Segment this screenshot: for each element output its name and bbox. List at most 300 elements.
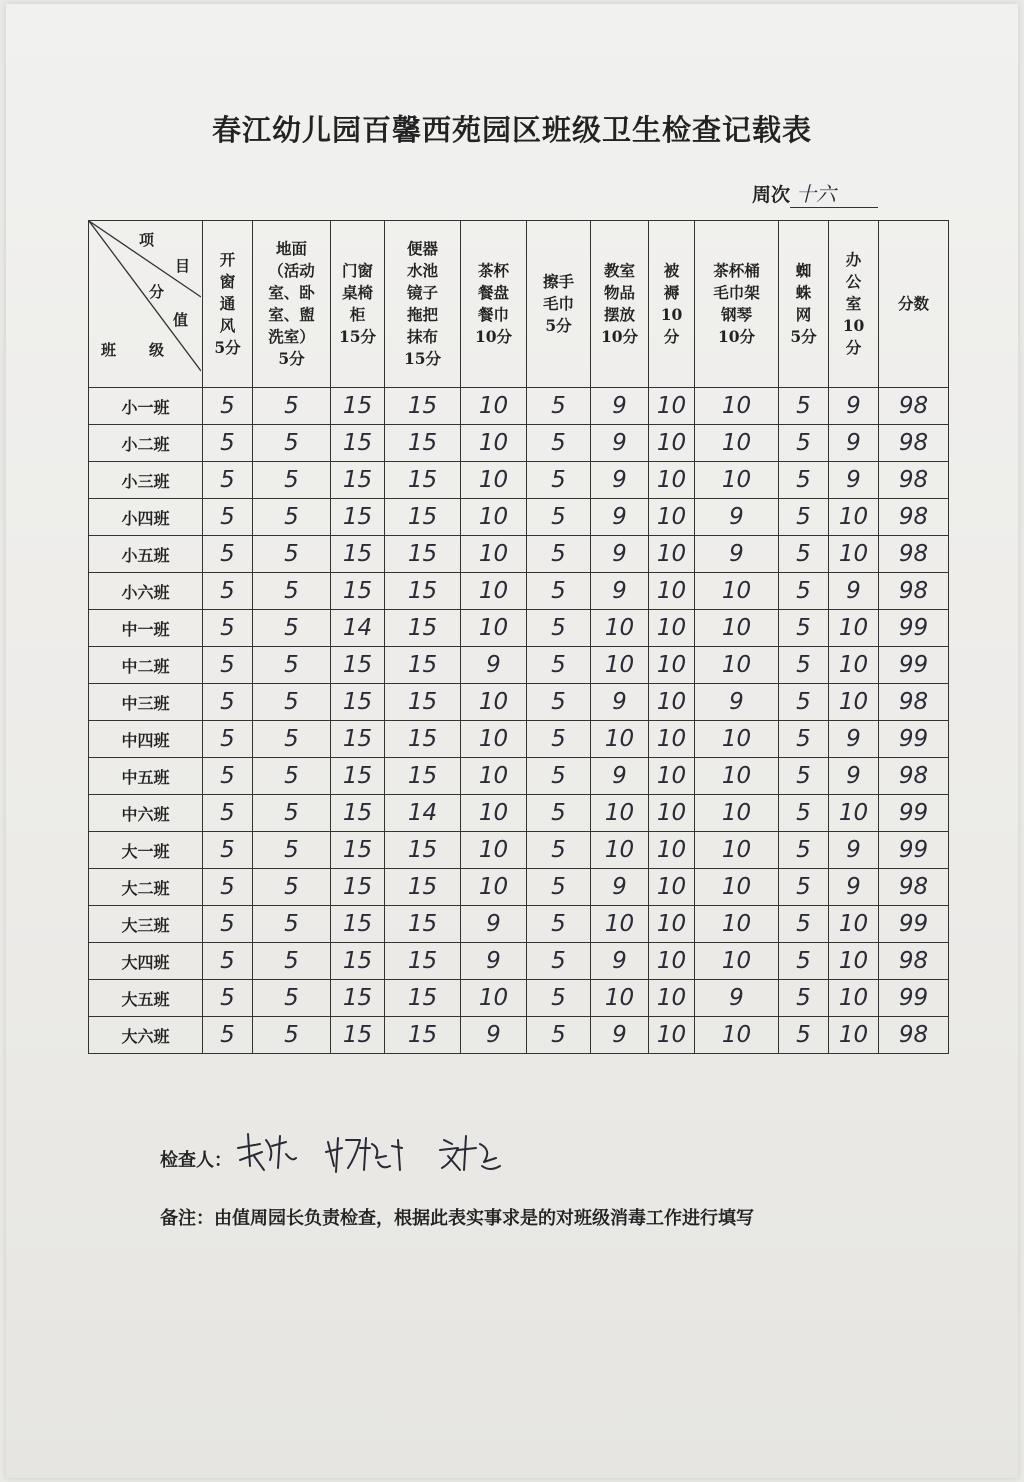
- class-name: 大五班: [89, 980, 203, 1017]
- column-header-line: 桌椅: [341, 283, 373, 302]
- score-cell: 10: [649, 758, 695, 795]
- total-score: 98: [879, 573, 949, 610]
- week-value: 十六: [790, 178, 878, 208]
- column-header-line: 10分: [474, 327, 513, 346]
- score-cell: 5: [203, 980, 253, 1017]
- score-cell: 10: [461, 980, 527, 1017]
- score-cell: 5: [527, 832, 591, 869]
- column-header-line: 钢琴: [720, 305, 752, 324]
- column-header-line: 窗: [219, 272, 236, 291]
- score-cell: 5: [253, 610, 331, 647]
- score-cell: 9: [829, 425, 879, 462]
- column-header-10: [779, 221, 829, 388]
- score-cell: 5: [527, 462, 591, 499]
- score-cell: 9: [591, 536, 649, 573]
- score-cell: 5: [779, 388, 829, 425]
- score-cell: 5: [527, 684, 591, 721]
- column-header-line: 开: [219, 250, 236, 269]
- column-header-3: [331, 221, 385, 388]
- column-header-line: 毛巾: [542, 294, 574, 313]
- score-cell: 10: [649, 388, 695, 425]
- column-header-line: 水池: [406, 261, 438, 280]
- column-header-line: 餐巾: [477, 305, 509, 324]
- score-cell: 5: [527, 1017, 591, 1054]
- score-cell: 15: [385, 684, 461, 721]
- score-cell: 10: [829, 647, 879, 684]
- column-header-line: 风: [219, 316, 236, 335]
- score-cell: 9: [829, 573, 879, 610]
- score-cell: 10: [695, 573, 779, 610]
- score-cell: 5: [527, 980, 591, 1017]
- score-cell: 5: [779, 610, 829, 647]
- column-header-12: [879, 221, 949, 388]
- score-cell: 9: [461, 906, 527, 943]
- column-header-line: 茶杯: [477, 261, 509, 280]
- table-body: [89, 388, 949, 1054]
- column-header-line: 5分: [214, 338, 241, 357]
- corner-item-char-1: 项: [139, 231, 155, 249]
- column-header-line: 10分: [600, 327, 639, 346]
- form-title: 春江幼儿园百馨西苑园区班级卫生检查记载表: [211, 113, 812, 147]
- total-score: 98: [879, 1017, 949, 1054]
- score-cell: 9: [829, 758, 879, 795]
- score-cell: 10: [591, 721, 649, 758]
- score-cell: 9: [591, 1017, 649, 1054]
- score-cell: 9: [591, 388, 649, 425]
- score-cell: 10: [829, 499, 879, 536]
- score-cell: 5: [203, 462, 253, 499]
- score-cell: 10: [829, 536, 879, 573]
- score-cell: 5: [527, 943, 591, 980]
- corner-score-char-1: 分: [149, 283, 165, 301]
- week-field: [752, 178, 878, 208]
- score-cell: 10: [695, 1017, 779, 1054]
- score-cell: 5: [203, 536, 253, 573]
- score-cell: 5: [779, 795, 829, 832]
- score-cell: 5: [527, 758, 591, 795]
- score-cell: 10: [461, 758, 527, 795]
- score-cell: 10: [695, 721, 779, 758]
- score-cell: 9: [461, 1017, 527, 1054]
- score-cell: 10: [695, 758, 779, 795]
- table-row: [89, 980, 949, 1017]
- table-row: [89, 388, 949, 425]
- score-cell: 10: [829, 906, 879, 943]
- score-cell: 5: [253, 832, 331, 869]
- column-header-line: 15分: [403, 349, 442, 368]
- score-cell: 5: [203, 943, 253, 980]
- score-cell: 10: [461, 721, 527, 758]
- score-cell: 15: [331, 536, 385, 573]
- table-row: [89, 647, 949, 684]
- table-row: [89, 573, 949, 610]
- total-score: 98: [879, 388, 949, 425]
- score-cell: 5: [203, 1017, 253, 1054]
- score-cell: 15: [385, 388, 461, 425]
- score-cell: 5: [253, 906, 331, 943]
- score-cell: 15: [385, 499, 461, 536]
- score-cell: 10: [461, 684, 527, 721]
- score-cell: 9: [461, 647, 527, 684]
- score-cell: 15: [331, 980, 385, 1017]
- score-cell: 5: [253, 980, 331, 1017]
- column-header-5: [461, 221, 527, 388]
- score-cell: 9: [591, 462, 649, 499]
- score-cell: 10: [591, 832, 649, 869]
- score-cell: 5: [527, 869, 591, 906]
- score-cell: 10: [695, 906, 779, 943]
- total-score: 98: [879, 499, 949, 536]
- column-header-line: 蛛: [795, 283, 812, 302]
- score-cell: 5: [527, 795, 591, 832]
- table-row: [89, 795, 949, 832]
- score-cell: 5: [203, 610, 253, 647]
- score-cell: 9: [591, 573, 649, 610]
- column-header-line: 5分: [278, 349, 305, 368]
- class-name: 小五班: [89, 536, 203, 573]
- score-cell: 9: [829, 869, 879, 906]
- corner-class-char-2: 级: [149, 341, 165, 359]
- score-cell: 9: [591, 758, 649, 795]
- score-cell: 15: [331, 425, 385, 462]
- column-header-line: 擦手: [542, 272, 574, 291]
- score-cell: 10: [649, 647, 695, 684]
- column-header-line: 褥: [663, 283, 680, 302]
- score-cell: 10: [829, 943, 879, 980]
- total-score: 99: [879, 647, 949, 684]
- score-cell: 9: [829, 462, 879, 499]
- score-cell: 10: [461, 462, 527, 499]
- score-cell: 5: [253, 943, 331, 980]
- score-cell: 10: [649, 721, 695, 758]
- table-row: [89, 462, 949, 499]
- corner-cell: [89, 221, 203, 388]
- score-cell: 10: [695, 832, 779, 869]
- class-name: 大二班: [89, 869, 203, 906]
- score-cell: 5: [253, 795, 331, 832]
- total-score: 98: [879, 869, 949, 906]
- total-score: 98: [879, 462, 949, 499]
- score-cell: 10: [695, 795, 779, 832]
- score-cell: 15: [331, 1017, 385, 1054]
- score-cell: 15: [385, 573, 461, 610]
- score-cell: 5: [779, 573, 829, 610]
- column-header-2: [253, 221, 331, 388]
- score-cell: 5: [527, 573, 591, 610]
- score-cell: 5: [527, 388, 591, 425]
- column-header-8: [649, 221, 695, 388]
- class-name: 中六班: [89, 795, 203, 832]
- score-cell: 5: [203, 906, 253, 943]
- corner-item-char-2: 目: [175, 257, 191, 275]
- column-header-line: 10分: [717, 327, 756, 346]
- score-cell: 5: [203, 573, 253, 610]
- column-header-1: [203, 221, 253, 388]
- score-cell: 5: [253, 758, 331, 795]
- total-score: 98: [879, 758, 949, 795]
- score-cell: 5: [779, 869, 829, 906]
- score-cell: 9: [695, 980, 779, 1017]
- score-cell: 10: [649, 536, 695, 573]
- score-cell: 15: [331, 573, 385, 610]
- remark-note: 备注：由值周园长负责检查，根据此表实事求是的对班级消毒工作进行填写: [160, 1208, 754, 1229]
- score-cell: 10: [829, 610, 879, 647]
- table-row: [89, 684, 949, 721]
- score-cell: 10: [591, 980, 649, 1017]
- score-cell: 10: [461, 869, 527, 906]
- class-name: 小一班: [89, 388, 203, 425]
- column-header-line: 室、盥: [268, 305, 315, 324]
- score-cell: 5: [527, 647, 591, 684]
- score-cell: 10: [649, 462, 695, 499]
- score-cell: 5: [203, 499, 253, 536]
- column-header-line: 抹布: [406, 327, 438, 346]
- score-cell: 5: [779, 980, 829, 1017]
- corner-score-char-2: 值: [173, 311, 189, 329]
- score-cell: 9: [591, 425, 649, 462]
- score-cell: 5: [527, 721, 591, 758]
- score-cell: 9: [695, 499, 779, 536]
- score-cell: 15: [331, 758, 385, 795]
- inspection-table: [88, 220, 949, 1054]
- total-score: 98: [879, 684, 949, 721]
- score-cell: 5: [779, 943, 829, 980]
- table-row: [89, 758, 949, 795]
- column-header-line: 公: [845, 272, 862, 291]
- total-score: 99: [879, 795, 949, 832]
- column-header-11: [829, 221, 879, 388]
- score-cell: 10: [695, 869, 779, 906]
- score-cell: 10: [461, 499, 527, 536]
- score-cell: 5: [253, 721, 331, 758]
- column-header-line: 被: [663, 261, 680, 280]
- score-cell: 5: [779, 758, 829, 795]
- score-cell: 5: [203, 684, 253, 721]
- score-cell: 9: [591, 684, 649, 721]
- score-cell: 10: [695, 647, 779, 684]
- score-cell: 5: [253, 1017, 331, 1054]
- score-cell: 15: [385, 832, 461, 869]
- header-row: [89, 221, 949, 388]
- score-cell: 10: [591, 795, 649, 832]
- score-cell: 5: [527, 499, 591, 536]
- score-cell: 10: [649, 832, 695, 869]
- score-cell: 10: [829, 1017, 879, 1054]
- table-row: [89, 536, 949, 573]
- score-cell: 9: [695, 536, 779, 573]
- class-name: 大四班: [89, 943, 203, 980]
- column-header-line: 10: [842, 316, 865, 335]
- score-cell: 5: [779, 832, 829, 869]
- column-header-line: 分: [845, 338, 862, 357]
- score-cell: 15: [331, 869, 385, 906]
- column-header-line: 拖把: [406, 305, 438, 324]
- score-cell: 5: [779, 499, 829, 536]
- score-cell: 15: [331, 647, 385, 684]
- score-cell: 15: [331, 684, 385, 721]
- column-header-line: （活动: [268, 261, 315, 280]
- score-cell: 14: [385, 795, 461, 832]
- column-header-line: 茶杯桶: [713, 261, 760, 280]
- score-cell: 15: [385, 425, 461, 462]
- total-score: 98: [879, 943, 949, 980]
- score-cell: 10: [461, 388, 527, 425]
- class-name: 大三班: [89, 906, 203, 943]
- total-score: 98: [879, 425, 949, 462]
- score-cell: 15: [331, 906, 385, 943]
- score-cell: 5: [253, 388, 331, 425]
- score-cell: 5: [779, 1017, 829, 1054]
- score-cell: 9: [829, 832, 879, 869]
- score-cell: 5: [253, 536, 331, 573]
- score-cell: 10: [649, 684, 695, 721]
- inspector-signatures: [230, 1126, 530, 1186]
- table-row: [89, 721, 949, 758]
- table-row: [89, 425, 949, 462]
- score-cell: 5: [527, 425, 591, 462]
- column-header-line: 15分: [338, 327, 377, 346]
- column-header-line: 洗室）: [268, 327, 315, 346]
- score-cell: 9: [695, 684, 779, 721]
- score-cell: 10: [649, 795, 695, 832]
- column-header-line: 便器: [406, 239, 438, 258]
- score-cell: 10: [591, 610, 649, 647]
- column-header-line: 地面: [275, 239, 307, 258]
- class-name: 中四班: [89, 721, 203, 758]
- score-cell: 10: [649, 499, 695, 536]
- column-header-line: 物品: [603, 283, 635, 302]
- column-header-line: 办: [845, 250, 862, 269]
- score-cell: 5: [253, 869, 331, 906]
- score-cell: 5: [203, 795, 253, 832]
- column-header-4: [385, 221, 461, 388]
- score-cell: 10: [461, 795, 527, 832]
- score-cell: 10: [649, 425, 695, 462]
- score-cell: 15: [331, 721, 385, 758]
- score-cell: 10: [649, 869, 695, 906]
- class-name: 中二班: [89, 647, 203, 684]
- score-cell: 15: [331, 499, 385, 536]
- inspectors-label: 检查人：: [160, 1150, 232, 1171]
- column-header-line: 网: [795, 305, 812, 324]
- score-cell: 9: [591, 499, 649, 536]
- score-cell: 15: [385, 647, 461, 684]
- total-score: 99: [879, 721, 949, 758]
- class-name: 小四班: [89, 499, 203, 536]
- column-header-line: 餐盘: [477, 283, 509, 302]
- score-cell: 5: [203, 869, 253, 906]
- score-cell: 5: [779, 906, 829, 943]
- score-cell: 15: [385, 1017, 461, 1054]
- score-cell: 15: [385, 869, 461, 906]
- score-cell: 10: [591, 647, 649, 684]
- column-header-6: [527, 221, 591, 388]
- score-cell: 10: [695, 610, 779, 647]
- score-cell: 5: [779, 536, 829, 573]
- week-label: 周次: [752, 184, 791, 206]
- class-name: 小二班: [89, 425, 203, 462]
- score-cell: 5: [253, 462, 331, 499]
- total-score: 99: [879, 980, 949, 1017]
- total-score: 99: [879, 832, 949, 869]
- total-score: 99: [879, 906, 949, 943]
- table-row: [89, 943, 949, 980]
- score-cell: 10: [695, 943, 779, 980]
- score-cell: 5: [253, 499, 331, 536]
- score-cell: 5: [779, 462, 829, 499]
- score-cell: 10: [649, 573, 695, 610]
- score-cell: 10: [649, 610, 695, 647]
- score-cell: 5: [203, 425, 253, 462]
- table-row: [89, 869, 949, 906]
- score-cell: 5: [779, 721, 829, 758]
- table-row: [89, 1017, 949, 1054]
- class-name: 小三班: [89, 462, 203, 499]
- score-cell: 5: [527, 536, 591, 573]
- class-name: 中一班: [89, 610, 203, 647]
- score-cell: 5: [253, 684, 331, 721]
- score-cell: 10: [649, 980, 695, 1017]
- score-cell: 15: [385, 906, 461, 943]
- class-name: 小六班: [89, 573, 203, 610]
- column-header-7: [591, 221, 649, 388]
- column-header-9: [695, 221, 779, 388]
- score-cell: 10: [829, 980, 879, 1017]
- corner-class-char-1: 班: [101, 341, 117, 359]
- score-cell: 5: [203, 721, 253, 758]
- column-header-line: 通: [219, 294, 236, 313]
- column-header-line: 蜘: [795, 261, 812, 280]
- score-cell: 9: [591, 943, 649, 980]
- score-cell: 10: [591, 906, 649, 943]
- score-cell: 10: [695, 425, 779, 462]
- column-header-line: 摆放: [603, 305, 635, 324]
- score-cell: 15: [385, 943, 461, 980]
- table-row: [89, 499, 949, 536]
- table-row: [89, 906, 949, 943]
- column-header-line: 毛巾架: [713, 283, 760, 302]
- score-cell: 14: [331, 610, 385, 647]
- score-cell: 15: [385, 758, 461, 795]
- score-cell: 5: [253, 425, 331, 462]
- score-cell: 5: [253, 573, 331, 610]
- column-header-line: 教室: [603, 261, 635, 280]
- score-cell: 10: [695, 388, 779, 425]
- column-header-line: 镜子: [406, 283, 438, 302]
- score-cell: 10: [829, 684, 879, 721]
- score-cell: 10: [461, 536, 527, 573]
- score-cell: 10: [461, 832, 527, 869]
- score-cell: 10: [461, 573, 527, 610]
- column-header-line: 分数: [897, 294, 929, 313]
- score-cell: 15: [385, 536, 461, 573]
- total-score: 98: [879, 536, 949, 573]
- total-score: 99: [879, 610, 949, 647]
- score-cell: 15: [331, 943, 385, 980]
- column-header-line: 5分: [790, 327, 817, 346]
- score-cell: 15: [331, 462, 385, 499]
- score-cell: 5: [253, 647, 331, 684]
- score-cell: 5: [779, 647, 829, 684]
- score-cell: 10: [695, 462, 779, 499]
- score-cell: 9: [829, 721, 879, 758]
- score-cell: 10: [649, 1017, 695, 1054]
- column-header-line: 10: [660, 305, 683, 324]
- class-name: 中五班: [89, 758, 203, 795]
- score-cell: 10: [649, 943, 695, 980]
- score-cell: 5: [203, 388, 253, 425]
- score-cell: 10: [461, 610, 527, 647]
